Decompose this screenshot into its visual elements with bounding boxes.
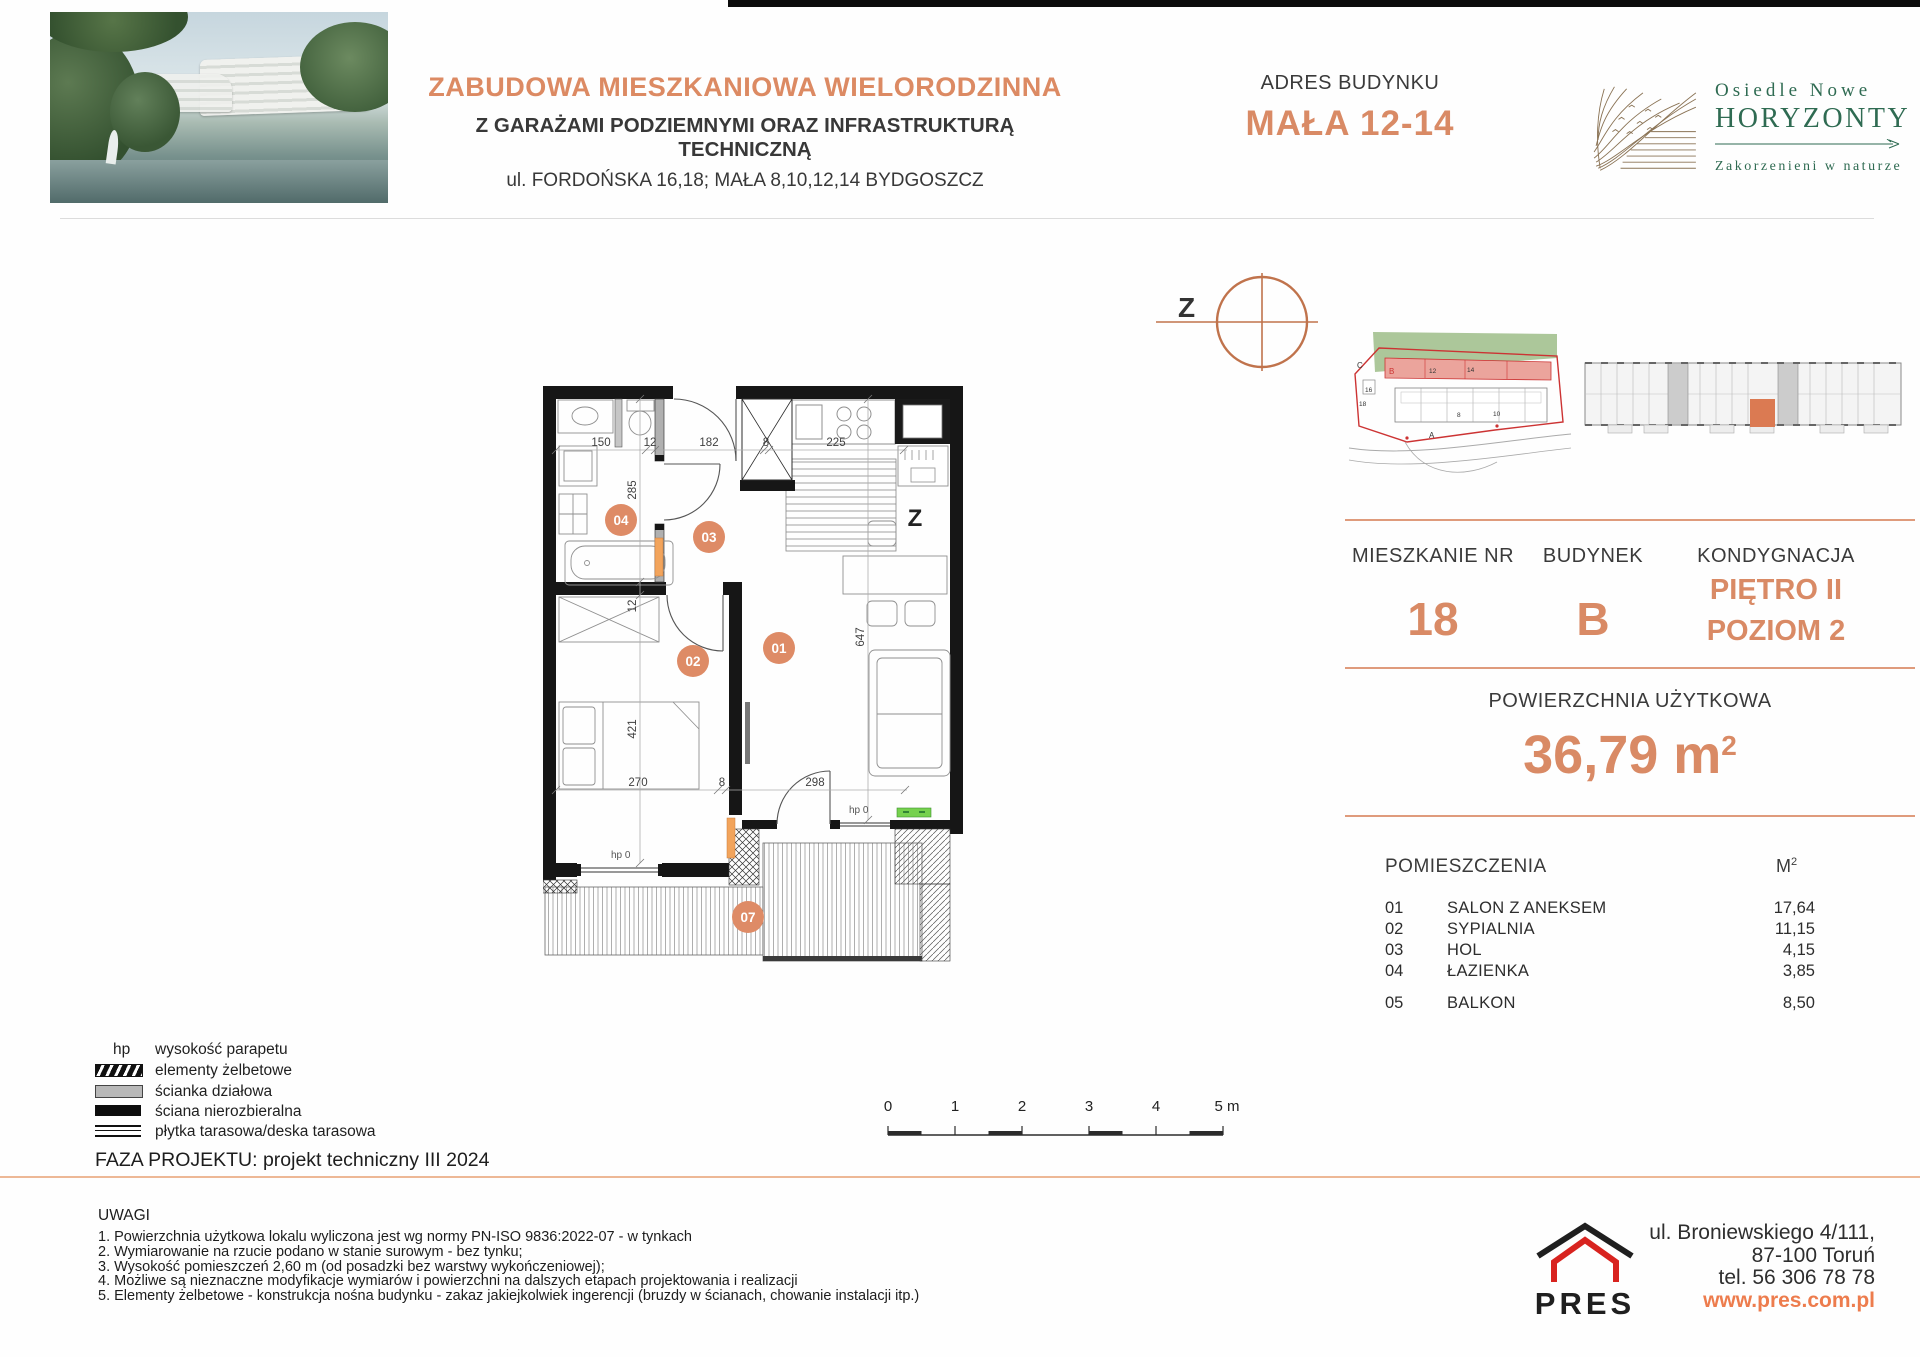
stair-core xyxy=(1778,363,1798,425)
brand-name-line2: HORYZONTY xyxy=(1715,103,1911,134)
site-label-12: 12 xyxy=(1429,368,1437,375)
water xyxy=(50,160,388,203)
room-area: 11,15 xyxy=(1774,920,1815,938)
shaft-block xyxy=(895,399,950,486)
area-unit: m xyxy=(1673,725,1722,785)
floor-plan xyxy=(543,384,963,984)
stair-core xyxy=(1668,363,1688,425)
area-sup: 2 xyxy=(1721,730,1737,761)
svg-text:285: 285 xyxy=(627,480,639,500)
notes-block xyxy=(98,1207,919,1304)
chair xyxy=(905,601,935,626)
header-titles xyxy=(425,72,1065,192)
note-item: 5. Elementy żelbetowe - konstrukcja nośna budynku - zakaz jakiejkolwiek ingerencji (bruzdy w ścianach, chowanie instalacji itp.) xyxy=(98,1288,920,1305)
room-name: ŁAZIENKA xyxy=(1447,962,1530,980)
room-area: 17,64 xyxy=(1773,899,1815,917)
north-letter: Z xyxy=(1178,292,1196,323)
room-row xyxy=(1345,920,1915,940)
project-subtitle: Z GARAŻAMI PODZIEMNYMI ORAZ INFRASTRUKTURĄ TECHNICZNĄ xyxy=(475,114,1015,161)
site-label-8: 8 xyxy=(1457,412,1461,419)
header-photo xyxy=(50,12,388,203)
rooms-unit-header xyxy=(1776,856,1797,877)
site-label-14: 14 xyxy=(1467,367,1475,374)
legend-hp-symbol: hp xyxy=(113,1041,131,1058)
svg-text:182: 182 xyxy=(699,437,719,449)
svg-text:270: 270 xyxy=(628,777,648,789)
svg-text:5 m: 5 m xyxy=(1214,1098,1240,1115)
gray-swatch xyxy=(95,1085,143,1098)
tree-blob xyxy=(50,12,188,52)
sofa xyxy=(869,650,950,776)
scale-bar xyxy=(875,1095,1245,1150)
room-name: HOL xyxy=(1447,941,1482,959)
dining-table xyxy=(843,556,947,594)
apartment-label: MIESZKANIE NR xyxy=(1351,545,1515,567)
hatch-swatch xyxy=(95,1064,143,1077)
svg-text:2: 2 xyxy=(1017,1098,1027,1115)
room-no: 03 xyxy=(1385,941,1404,959)
highlighted-unit xyxy=(1750,399,1775,427)
note-item: 1. Powierzchnia użytkowa lokalu wyliczona jest wg normy PN-ISO 9836:2022-07 - w tynkach xyxy=(98,1229,692,1245)
brand-name-line1: Osiedle Nowe xyxy=(1715,80,1872,101)
room-area: 4,15 xyxy=(1782,941,1815,959)
contact-street: ul. Broniewskiego 4/111, xyxy=(1649,1221,1875,1244)
svg-text:07: 07 xyxy=(740,910,756,925)
chair xyxy=(867,601,897,626)
svg-text:03: 03 xyxy=(701,530,717,545)
contact-website[interactable]: www.pres.com.pl xyxy=(1703,1288,1875,1312)
apartment-number: 18 xyxy=(1407,593,1459,645)
site-label-b: B xyxy=(1389,367,1395,376)
room-no: 05 xyxy=(1385,994,1404,1012)
storey-value-line1: PIĘTRO II xyxy=(1709,574,1843,606)
room-row xyxy=(1345,941,1915,961)
site-label-10: 10 xyxy=(1493,411,1501,418)
svg-text:8: 8 xyxy=(762,437,770,449)
building-value: B xyxy=(1576,593,1610,645)
north-compass-icon xyxy=(1150,255,1325,390)
room-name: BALKON xyxy=(1447,994,1516,1012)
black-swatch xyxy=(95,1105,141,1116)
radiator-orange xyxy=(655,538,663,576)
notes-title: UWAGI xyxy=(98,1207,150,1224)
divider xyxy=(1345,815,1915,817)
brand-divider xyxy=(1715,139,1901,149)
hp-label: hp 0 xyxy=(849,805,869,816)
area-value xyxy=(1345,724,1915,786)
svg-text:02: 02 xyxy=(685,654,701,669)
storey-label: KONDYGNACJA xyxy=(1697,545,1855,567)
bedroom-window xyxy=(577,864,662,876)
site-label-a: A xyxy=(1429,431,1435,440)
svg-text:01: 01 xyxy=(771,641,787,656)
m2-sup: 2 xyxy=(1791,856,1798,868)
svg-text:12: 12 xyxy=(643,437,657,449)
svg-text:298: 298 xyxy=(805,777,825,789)
building-address xyxy=(1200,72,1500,144)
room-name: SYPIALNIA xyxy=(1447,920,1535,938)
plan-sheet: ZABUDOWA MIESZKANIOWA WIELORODZINNA Z GARAŻAMI PODZIEMNYMI ORAZ INFRASTRUKTURĄ TECHNICZNĄ ul. FORDOŃSKA 16,18; MAŁA 8,10,12,14 BYDGOSZCZ ADRES BUDYNKU MAŁA 12-14 Osiedle Nowe HORYZONTY Zakorzenieni w naturze Z C B 12 14 16 18 8 10 A MIESZKANIE NR BUDYNEK KONDYGNACJA 18 B PIĘTRO II POZIOM 2 POWIERZCHNIA UŻYTKOWA 36,79 $m^2$ POMIESZCZENIA $M^2$ 01 SALON Z ANEKSEM 17,64 02 SYPIALNIA 11,15 03 HOL 4,15 04 ŁAZIENKA 3,85 05 BALKON 8,50 Z 150 12 182 8 225 285 12 421 647 270 8 298 hp 0 hp 0 04 03 02 01 07 hp wysokość parapetu elementy żelbetowe ścianka działowa ściana nierozbieralna płytka tarasowa/deska tarasowa FAZA PROJEKTU: projekt techniczny III 2024 0 1 2 3 4 5 m UWAGI 1. Powierzchnia użytkowa lokalu wyliczona jest wg normy PN-ISO 9836:2022-07 - w tynkach 2. Wymiarowanie na rzucie podano w stanie surowym - bez tynku; 3. Wysokość pomieszczeń 2,60 m (od posadzki bez warstwy wykończeniowej); 4. Możliwe są nieznaczne modyfikacje wymiarów i powierzchni na dalszych etapach projektowania i realizacji 5. Elementy żelbetowe - konstrukcja nośna budynku - zakaz jakiejkolwiek ingerencji (bruzdy w ścianach, chowanie instalacji itp.) PRES ul. Broniewskiego 4/111, 87-100 Toruń tel. 56 306 78 78 www.pres.com.pl xyxy=(0,0,1920,1357)
kitchen-letter: Z xyxy=(907,505,923,532)
project-street: ul. FORDOŃSKA 16,18; MAŁA 8,10,12,14 BYDGOSZCZ xyxy=(506,170,984,191)
brand-logo xyxy=(1590,72,1910,182)
address-value: MAŁA 12-14 xyxy=(1245,104,1455,143)
balcony-row xyxy=(1345,994,1915,1014)
brand-graphic-icon xyxy=(1590,78,1702,173)
site-label-16: 16 xyxy=(1365,387,1373,394)
note-item: 3. Wysokość pomieszczeń 2,60 m (od posadzki bez warstwy wykończeniowej); xyxy=(98,1258,605,1275)
address-label: ADRES BUDYNKU xyxy=(1260,72,1440,94)
site-building-a xyxy=(1395,388,1547,422)
site-plan-map xyxy=(1345,328,1575,486)
rooms-header: POMIESZCZENIA xyxy=(1385,856,1547,877)
svg-text:1: 1 xyxy=(950,1098,960,1115)
project-phase: FAZA PROJEKTU: projekt techniczny III 2024 xyxy=(95,1149,490,1171)
project-title: ZABUDOWA MIESZKANIOWA WIELORODZINNA xyxy=(428,72,1062,102)
divider xyxy=(1345,519,1915,521)
divider xyxy=(1345,667,1915,669)
room-row xyxy=(1345,962,1915,982)
note-item: 4. Możliwe są nieznaczne modyfikacje wymiarów i powierzchni na dalszych etapach projektowania i realizacji xyxy=(98,1273,798,1290)
room-row xyxy=(1345,899,1915,919)
storey-mini-plan xyxy=(1580,343,1912,455)
svg-text:0: 0 xyxy=(883,1098,893,1115)
room-no: 02 xyxy=(1385,920,1404,938)
tree-blob xyxy=(110,72,180,152)
svg-text:12: 12 xyxy=(627,599,639,613)
company-name: PRES xyxy=(1534,1286,1636,1318)
storey-value-line2: POZIOM 2 xyxy=(1706,615,1846,647)
hp-label: hp 0 xyxy=(611,850,631,861)
room-no: 01 xyxy=(1385,899,1404,917)
radiator-orange xyxy=(727,818,735,858)
green-lintel xyxy=(897,808,931,817)
bed xyxy=(559,702,699,789)
note-item: 2. Wymiarowanie na rzucie podano w stanie surowym - bez tynku; xyxy=(98,1243,523,1260)
contact-city: 87-100 Toruń xyxy=(1751,1243,1875,1267)
svg-text:8: 8 xyxy=(718,777,726,789)
building-label: BUDYNEK xyxy=(1542,545,1644,567)
legend-hp-label: wysokość parapetu xyxy=(155,1041,288,1058)
stair-hatch xyxy=(786,459,896,551)
svg-text:3: 3 xyxy=(1084,1098,1094,1115)
svg-text:225: 225 xyxy=(826,437,846,449)
room-name: SALON Z ANEKSEM xyxy=(1447,899,1607,917)
site-label-c: C xyxy=(1357,361,1363,370)
footer-divider xyxy=(0,1176,1920,1178)
svg-text:4: 4 xyxy=(1151,1098,1161,1115)
deck-swatch xyxy=(95,1125,141,1137)
contact-block xyxy=(1620,1222,1875,1312)
site-label-18: 18 xyxy=(1359,401,1367,408)
area-number: 36,79 xyxy=(1523,725,1659,785)
room-area: 8,50 xyxy=(1782,994,1815,1012)
svg-text:421: 421 xyxy=(627,719,639,739)
brand-tagline: Zakorzenieni w naturze xyxy=(1715,159,1903,174)
top-black-bar xyxy=(728,0,1920,7)
tv xyxy=(745,702,750,764)
contact-phone: tel. 56 306 78 78 xyxy=(1718,1266,1875,1289)
room-no: 04 xyxy=(1385,962,1404,980)
m2-label: M xyxy=(1776,856,1791,876)
room-area: 3,85 xyxy=(1782,962,1815,980)
svg-text:04: 04 xyxy=(613,513,629,528)
svg-text:150: 150 xyxy=(591,437,611,449)
area-label: POWIERZCHNIA UŻYTKOWA xyxy=(1488,690,1772,712)
header-divider xyxy=(60,218,1874,219)
bedroom-furniture xyxy=(559,597,699,789)
salon-window xyxy=(837,820,893,829)
svg-text:647: 647 xyxy=(855,627,867,647)
